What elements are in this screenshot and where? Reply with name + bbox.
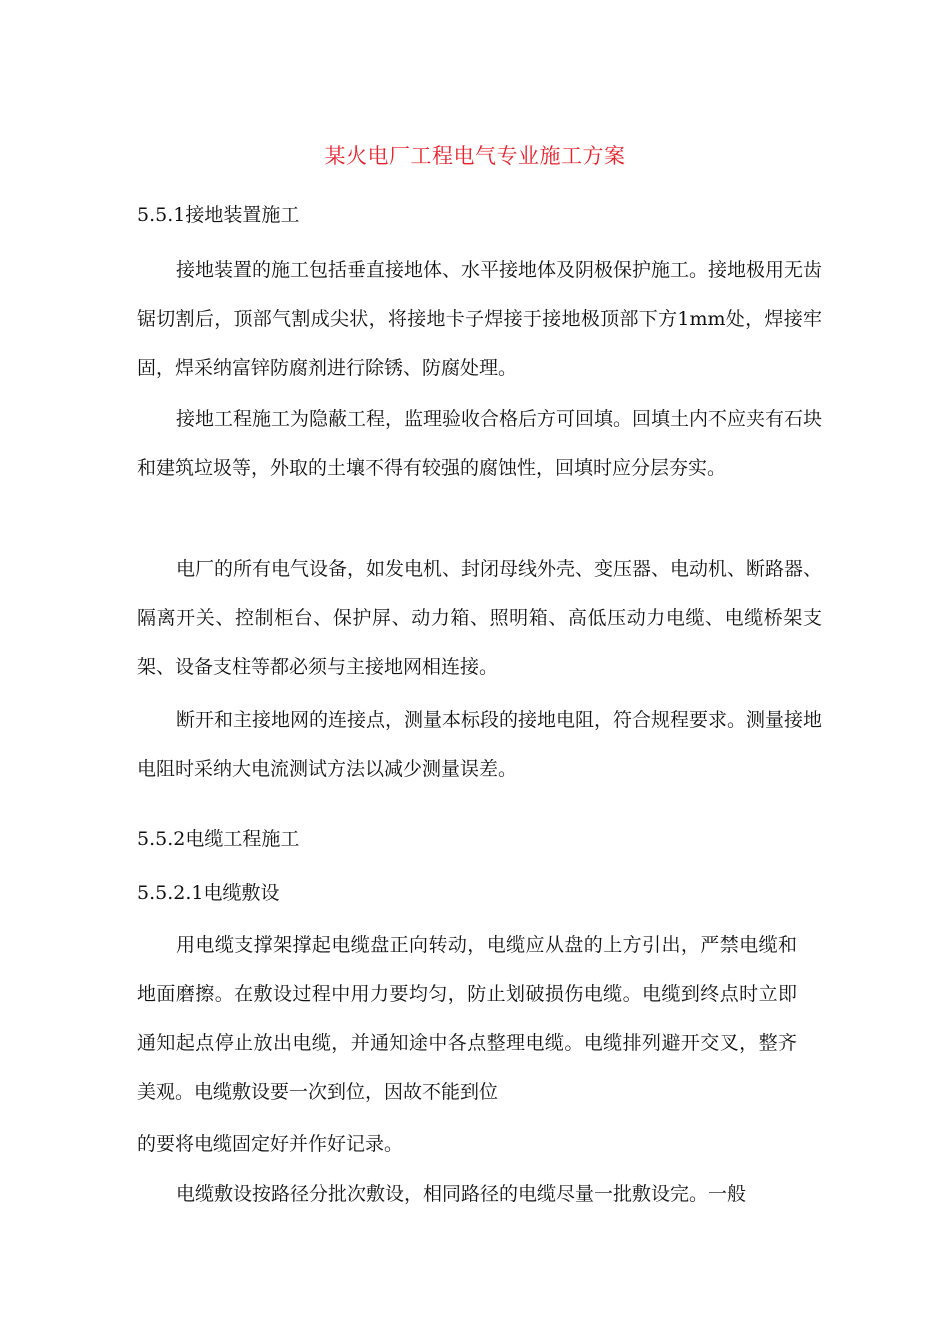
- section-heading-5-5-2: 5.5.2电缆工程施工: [137, 828, 300, 850]
- paragraph-cable-laying-continued: 的要将电缆固定好并作好记录。: [137, 1133, 404, 1155]
- paragraph-resistance-measurement: 断开和主接地网的连接点，测量本标段的接地电阻，符合规程要求。测量接地电阻时采纳大电流测试方法以减少测量误差。: [137, 709, 823, 780]
- document-title: 某火电厂工程电气专业施工方案: [324, 144, 626, 168]
- paragraph-cable-batches: 电缆敷设按路径分批次敷设，相同路径的电缆尽量一批敷设完。一般: [176, 1183, 747, 1205]
- section-heading-5-5-1: 5.5.1接地装置施工: [137, 204, 300, 226]
- paragraph-equipment-grounding: 电厂的所有电气设备，如发电机、封闭母线外壳、变压器、电动机、断路器、隔离开关、控制柜台、保护屏、动力箱、照明箱、高低压动力电缆、电缆桥架支架、设备支柱等都必须与主接地网相连接。: [137, 558, 823, 678]
- paragraph-backfill: 接地工程施工为隐蔽工程，监理验收合格后方可回填。回填土内不应夹有石块和建筑垃圾等，外取的土壤不得有较强的腐蚀性，回填时应分层夯实。: [137, 408, 823, 479]
- paragraph-grounding-intro: 接地装置的施工包括垂直接地体、水平接地体及阴极保护施工。接地极用无齿锯切割后，顶部气割成尖状，将接地卡子焊接于接地极顶部下方1mm处，焊接牢固，焊采纳富锌防腐剂进行除锈、防腐处理。: [137, 259, 823, 379]
- paragraph-cable-laying: 用电缆支撑架撑起电缆盘正向转动，电缆应从盘的上方引出，严禁电缆和地面磨擦。在敷设过程中用力要均匀，防止划破损伤电缆。电缆到终点时立即通知起点停止放出电缆，并通知途中各点整理电缆。电缆排列避开交叉，整齐美观。电缆敷设要一次到位，因故不能到位: [137, 934, 797, 1103]
- subsection-heading-5-5-2-1: 5.5.2.1电缆敷设: [137, 882, 280, 904]
